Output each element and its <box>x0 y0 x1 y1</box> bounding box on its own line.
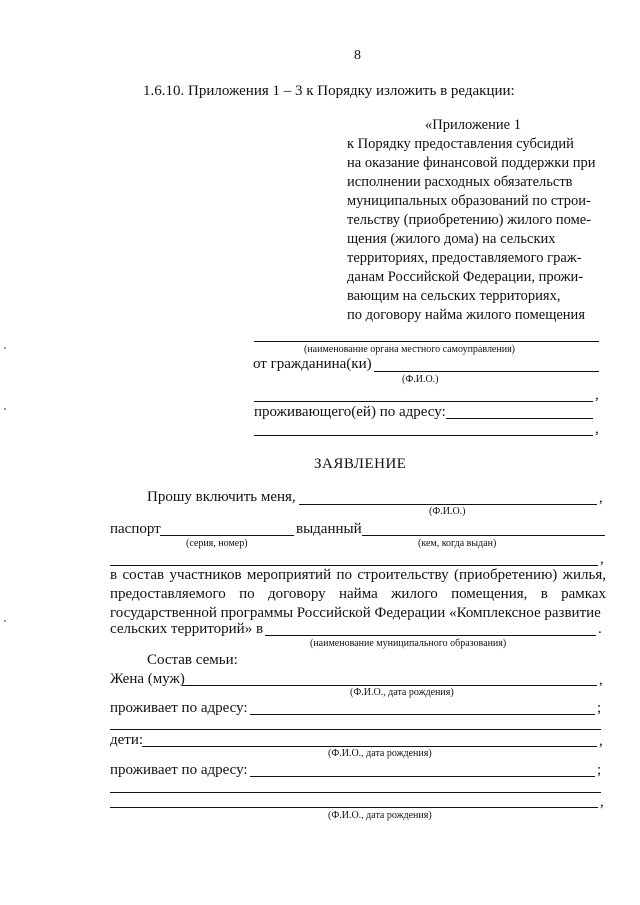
issued-label: выданный <box>296 521 362 537</box>
issued-by-field[interactable] <box>362 535 605 536</box>
appendix-line: данам Российской Федерации, прожи- <box>347 269 584 285</box>
children-label: дети: <box>110 732 144 748</box>
semicolon: ; <box>597 700 602 716</box>
children-field[interactable] <box>142 746 597 747</box>
address-field-2[interactable] <box>254 435 593 436</box>
comma: , <box>599 672 603 688</box>
fio-caption: (Ф.И.О.) <box>429 506 466 517</box>
children-address-field[interactable] <box>250 776 595 777</box>
request-paragraph: в состав участников мероприятий по строительству (приобретению) жилья, предоставляемого по договору найма жилого помещения, в рамках государственной программы Российской Федерации «Комплексное развитие <box>110 567 606 621</box>
appendix-line: щения (жилого дома) на сельских <box>347 231 556 247</box>
children-address-field-2[interactable] <box>110 792 601 793</box>
fio-birth-caption: (Ф.И.О., дата рождения) <box>350 687 454 698</box>
comma: , <box>595 421 599 437</box>
comma: , <box>599 733 603 749</box>
page-number: 8 <box>354 48 361 63</box>
appendix-line: территориях, предоставляемого граж- <box>347 250 582 266</box>
spouse-address-field[interactable] <box>250 714 595 715</box>
document-title: ЗАЯВЛЕНИЕ <box>314 456 407 472</box>
series-caption: (серия, номер) <box>186 538 248 549</box>
comma: , <box>600 551 604 567</box>
applicant-fio-field[interactable] <box>299 504 597 505</box>
family-member-field[interactable] <box>110 807 598 808</box>
fio-birth-caption: (Ф.И.О., дата рождения) <box>328 748 432 759</box>
margin-mark <box>4 408 6 410</box>
fio-caption: (Ф.И.О.) <box>402 374 439 385</box>
fio-birth-caption: (Ф.И.О., дата рождения) <box>328 810 432 821</box>
request-text: Прошу включить меня, <box>147 489 296 505</box>
from-citizen-label: от гражданина(ки) <box>253 356 372 372</box>
spouse-label: Жена (муж) <box>110 671 185 687</box>
appendix-line: муниципальных образований по строи- <box>347 193 591 209</box>
comma: , <box>600 794 604 810</box>
appendix-line: по договору найма жилого помещения <box>347 307 585 323</box>
margin-mark <box>4 620 6 622</box>
comma: , <box>599 490 603 506</box>
municipality-field[interactable] <box>265 635 596 636</box>
issued-by-caption: (кем, когда выдан) <box>418 538 497 549</box>
comma: , <box>595 387 599 403</box>
margin-mark <box>4 347 6 349</box>
appendix-line: на оказание финансовой поддержки при <box>347 155 596 171</box>
lives-at-label: проживает по адресу: <box>110 700 248 716</box>
family-label: Состав семьи: <box>147 652 238 668</box>
citizen-fio-field[interactable] <box>374 371 599 372</box>
address-field[interactable] <box>446 418 593 419</box>
passport-label: паспорт <box>110 521 161 537</box>
organ-caption: (наименование органа местного самоуправления) <box>304 344 516 355</box>
spouse-field[interactable] <box>182 685 597 686</box>
appendix-line: вающим на сельских территориях, <box>347 288 561 304</box>
lives-at-label: проживает по адресу: <box>110 762 248 778</box>
appendix-line: «Приложение 1 <box>425 117 521 133</box>
intro-text: 1.6.10. Приложения 1 – 3 к Порядку изложить в редакции: <box>143 83 515 99</box>
appendix-line: исполнении расходных обязательств <box>347 174 573 190</box>
municipality-caption: (наименование муниципального образования) <box>310 638 507 649</box>
citizen-fio-field-2[interactable] <box>254 401 593 402</box>
paragraph-last-line: сельских территорий» в <box>110 621 264 637</box>
period: . <box>598 621 602 637</box>
organ-name-field[interactable] <box>254 341 599 342</box>
appendix-header <box>347 116 596 325</box>
semicolon: ; <box>597 762 602 778</box>
appendix-line: к Порядку предоставления субсидий <box>347 136 574 152</box>
passport-number-field[interactable] <box>160 535 294 536</box>
spouse-address-field-2[interactable] <box>110 729 601 730</box>
residing-label: проживающего(ей) по адресу: <box>254 404 446 420</box>
appendix-line: тельству (приобретению) жилого поме- <box>347 212 592 228</box>
